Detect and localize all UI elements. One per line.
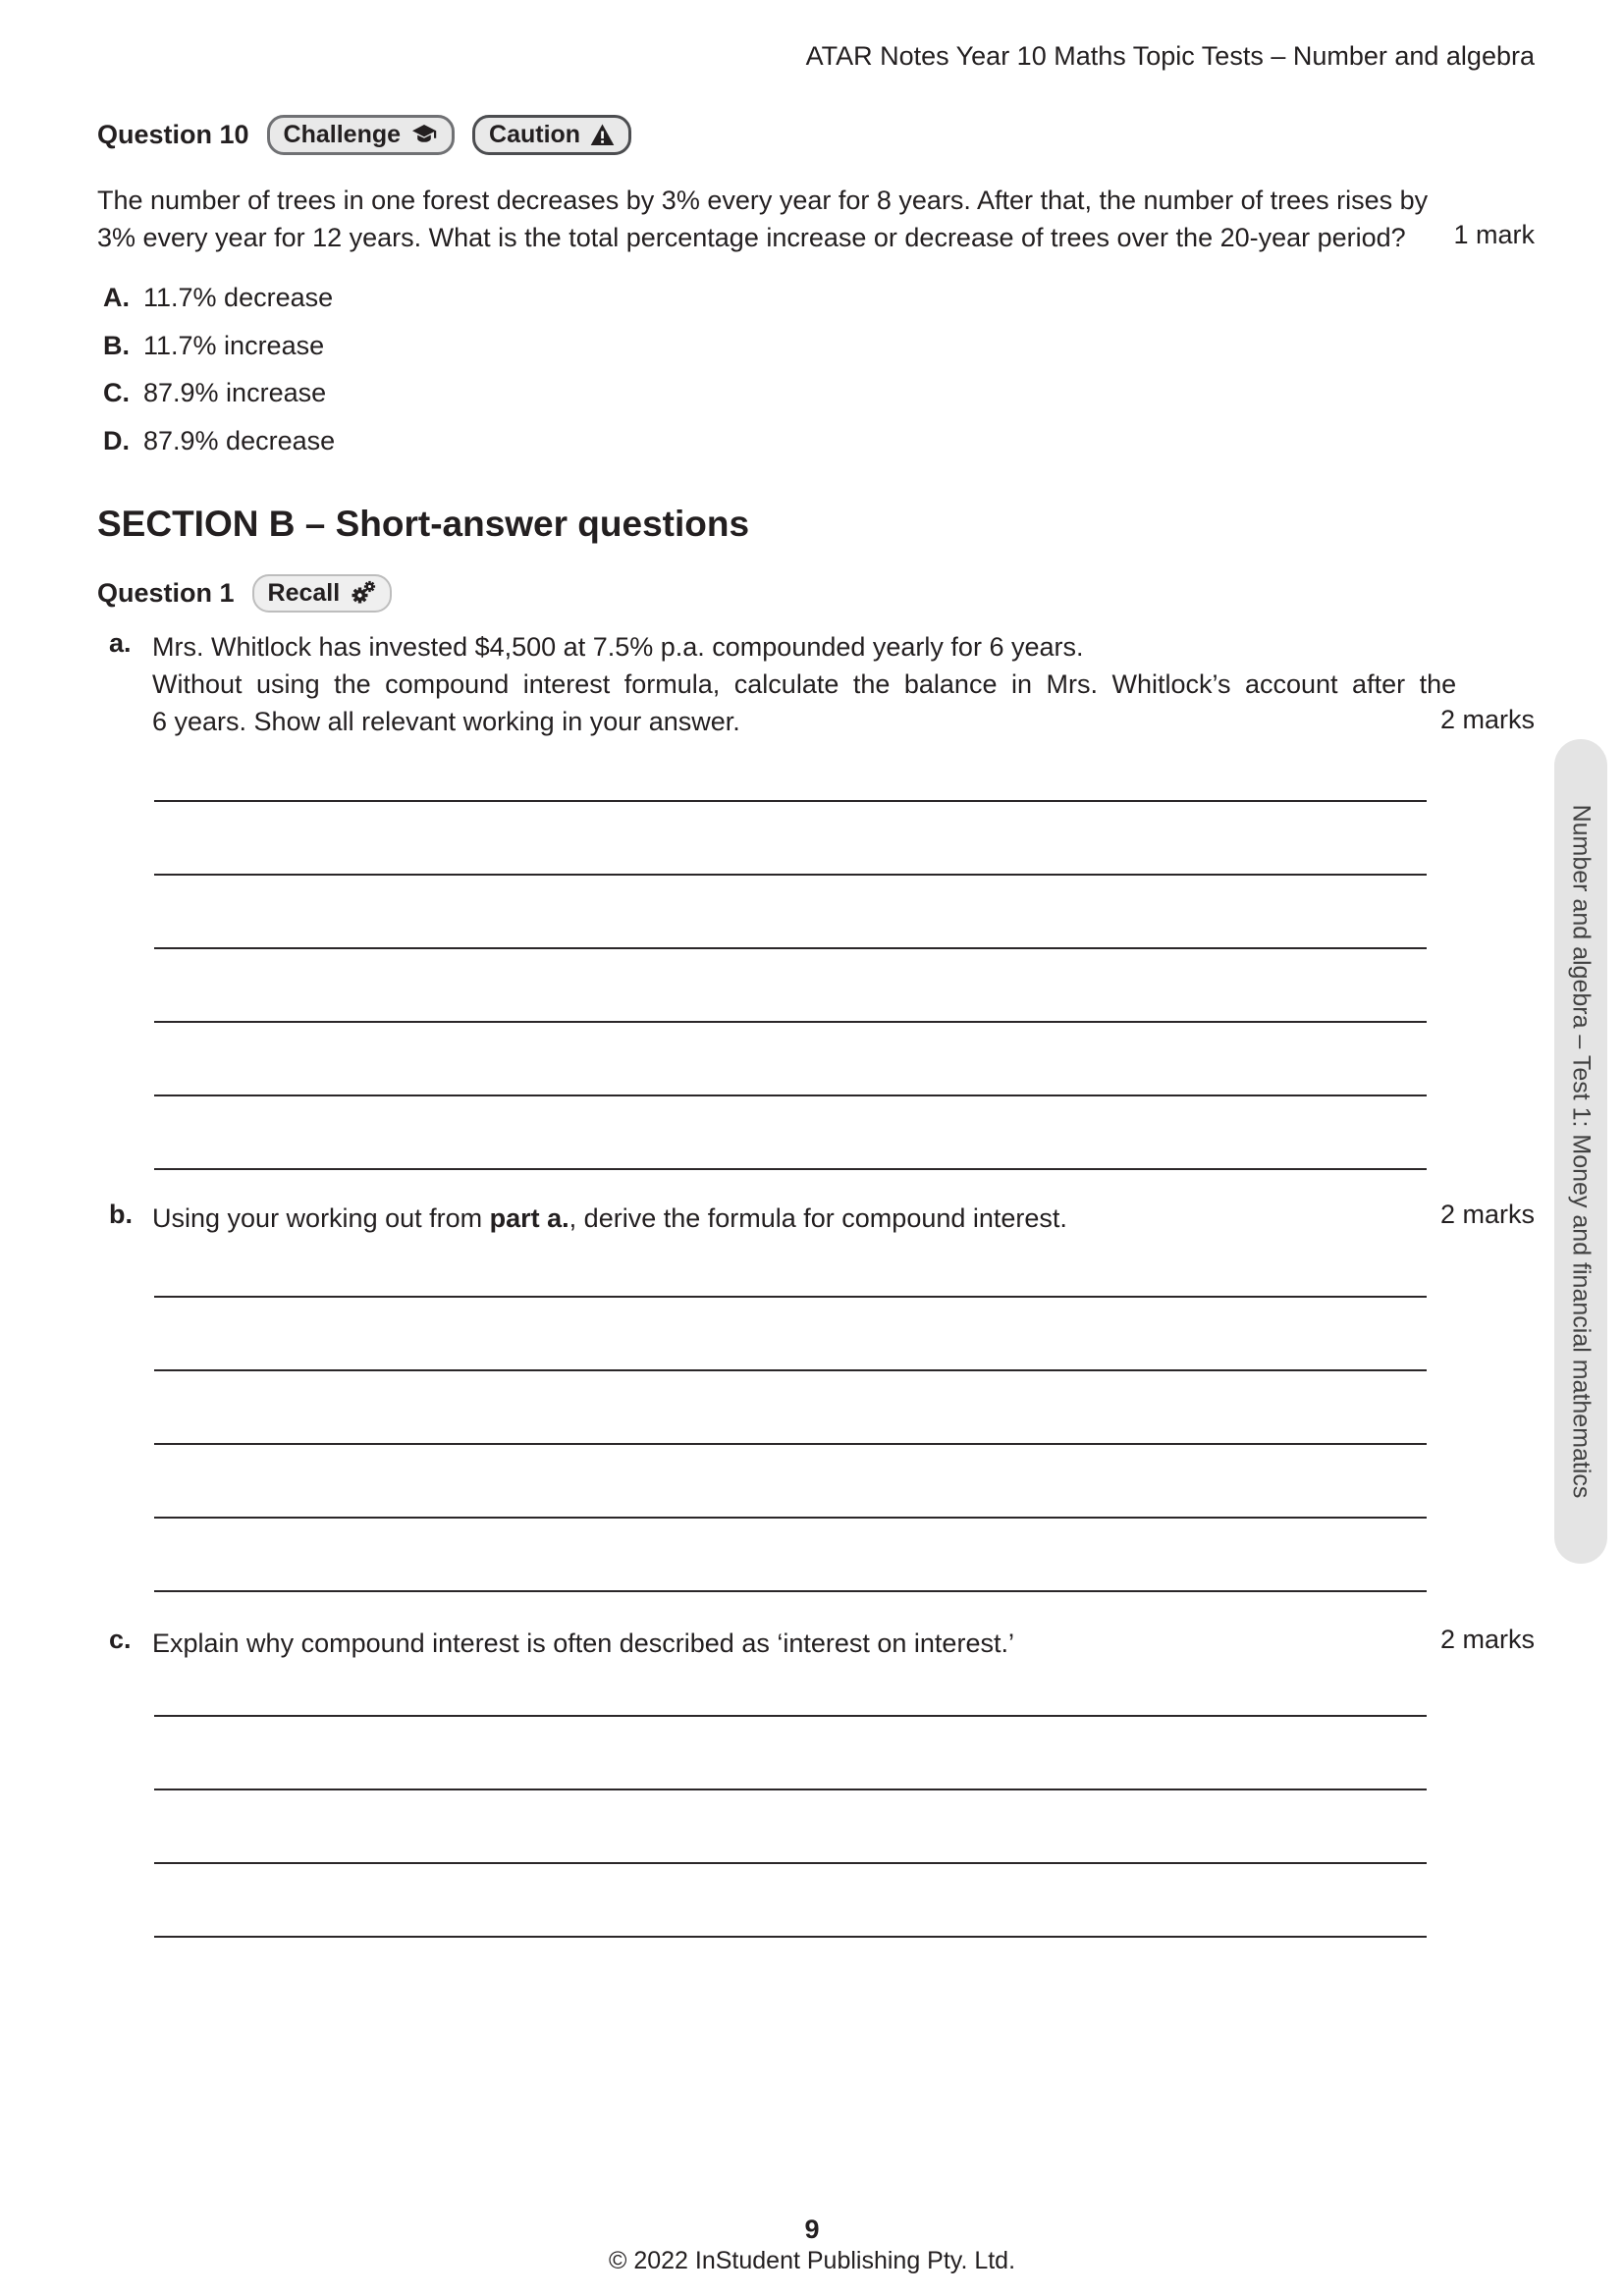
question10-text-line: 3% every year for 12 years. What is the total percentage increase or decrease of trees over the 20-year period? bbox=[97, 222, 1406, 252]
challenge-badge bbox=[267, 115, 455, 155]
section-b-title: SECTION B – Short-answer questions bbox=[97, 504, 750, 544]
option-text: 11.7% decrease bbox=[143, 283, 334, 312]
challenge-badge-label: Challenge bbox=[283, 121, 402, 148]
chapter-side-tab bbox=[1554, 739, 1607, 1564]
caution-badge-label: Caution bbox=[489, 121, 581, 148]
answer-line bbox=[154, 728, 1427, 802]
option-row-c bbox=[103, 378, 335, 426]
option-row-d bbox=[103, 426, 335, 474]
option-letter: A. bbox=[103, 283, 130, 312]
answer-lines-part-c bbox=[154, 1643, 1427, 1938]
option-row-b bbox=[103, 331, 335, 379]
part-a-letter: a. bbox=[109, 628, 132, 658]
page-number: 9 bbox=[804, 2215, 820, 2244]
option-text: 87.9% increase bbox=[143, 378, 327, 407]
part-c-marks: 2 marks bbox=[1439, 1625, 1535, 1654]
option-letter: B. bbox=[103, 330, 130, 360]
question10-text bbox=[97, 183, 1428, 256]
question1-heading-row bbox=[97, 574, 392, 613]
answer-line bbox=[154, 1023, 1427, 1096]
gears-icon bbox=[350, 580, 376, 606]
answer-line bbox=[154, 1096, 1427, 1170]
answer-line bbox=[154, 1864, 1427, 1938]
part-b-text-segment: , derive the formula for compound interest. bbox=[568, 1203, 1067, 1233]
answer-line bbox=[154, 1643, 1427, 1717]
part-c-text: Explain why compound interest is often described as ‘interest on interest.’ bbox=[152, 1629, 1014, 1658]
part-a-text-line: Without using the compound interest formula, calculate the balance in Mrs. Whitlock’s account after the bbox=[152, 669, 1457, 699]
graduation-cap-icon bbox=[410, 123, 438, 146]
option-letter: D. bbox=[103, 425, 130, 455]
question10-marks: 1 mark bbox=[1453, 220, 1535, 249]
answer-line bbox=[154, 1445, 1427, 1519]
answer-line bbox=[154, 1790, 1427, 1864]
option-text: 11.7% increase bbox=[143, 330, 325, 360]
caution-badge bbox=[472, 115, 631, 155]
answer-line bbox=[154, 949, 1427, 1023]
part-a-text bbox=[152, 628, 1456, 740]
chapter-side-tab-label: Number and algebra – Test 1: Money and financial mathematics bbox=[1567, 804, 1596, 1499]
part-b-text-segment: Using your working out from bbox=[152, 1203, 490, 1233]
part-b-text-bold: part a. bbox=[489, 1203, 569, 1233]
option-letter: C. bbox=[103, 378, 130, 407]
warning-triangle-icon bbox=[590, 124, 615, 146]
answer-lines-part-a bbox=[154, 728, 1427, 1170]
option-text: 87.9% decrease bbox=[143, 425, 336, 455]
part-b-marks: 2 marks bbox=[1439, 1200, 1535, 1229]
recall-badge-label: Recall bbox=[267, 579, 341, 607]
question1-label: Question 1 bbox=[97, 578, 235, 608]
question10-text-line: The number of trees in one forest decreases by 3% every year for 8 years. After that, the number of trees rises by bbox=[97, 186, 1429, 215]
question10-options bbox=[103, 283, 335, 473]
answer-line bbox=[154, 1519, 1427, 1592]
answer-line bbox=[154, 1298, 1427, 1371]
answer-line bbox=[154, 1371, 1427, 1445]
part-a-marks: 2 marks bbox=[1439, 705, 1535, 734]
answer-line bbox=[154, 1224, 1427, 1298]
option-row-a bbox=[103, 283, 335, 331]
answer-line bbox=[154, 1717, 1427, 1790]
page-header: ATAR Notes Year 10 Maths Topic Tests – Number and algebra bbox=[805, 41, 1535, 71]
part-a-text-line: Mrs. Whitlock has invested $4,500 at 7.5% p.a. compounded yearly for 6 years. bbox=[152, 632, 1084, 662]
answer-line bbox=[154, 876, 1427, 949]
part-a-text-line: 6 years. Show all relevant working in your answer. bbox=[152, 707, 740, 736]
part-b-letter: b. bbox=[109, 1200, 133, 1229]
recall-badge bbox=[252, 574, 393, 613]
answer-line bbox=[154, 802, 1427, 876]
part-c-letter: c. bbox=[109, 1625, 132, 1654]
question10-label: Question 10 bbox=[97, 120, 249, 149]
copyright-line: © 2022 InStudent Publishing Pty. Ltd. bbox=[608, 2247, 1016, 2274]
answer-lines-part-b bbox=[154, 1224, 1427, 1592]
question10-heading-row bbox=[97, 115, 631, 155]
